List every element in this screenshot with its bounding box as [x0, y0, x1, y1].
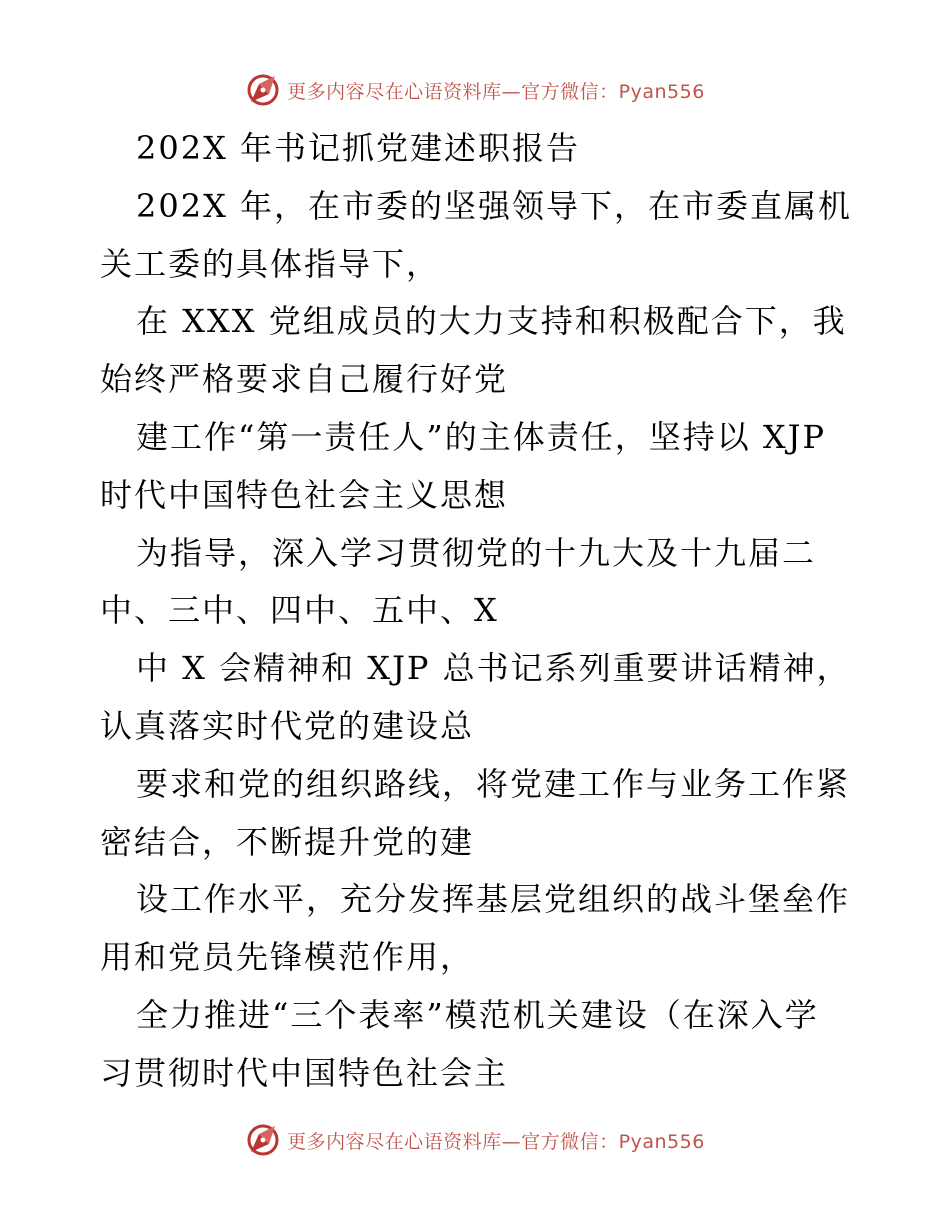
- paragraph-line: 关工委的具体指导下，: [100, 244, 441, 283]
- paragraph-line: 密结合，不断提升党的建: [100, 822, 475, 861]
- paragraph-line: 要求和党的组织路线，将党建工作与业务工作紧: [136, 764, 851, 803]
- pen-nib-logo-icon: [245, 1122, 281, 1158]
- document-title: 202X 年书记抓党建述职报告: [136, 129, 581, 167]
- paragraph-line: 认真落实时代党的建设总: [100, 706, 475, 745]
- paragraph-line: 时代中国特色社会主义思想: [100, 475, 509, 514]
- paragraph-line: 202X 年，在市委的坚强领导下，在市委直属机: [136, 186, 852, 225]
- paragraph-line: 始终严格要求自己履行好党: [100, 360, 509, 399]
- pen-nib-logo-icon: [245, 72, 281, 108]
- paragraph-line: 全力推进“三个表率”模范机关建设（在深入学: [136, 995, 819, 1034]
- paragraph-line: 习贯彻时代中国特色社会主: [100, 1053, 509, 1092]
- footer-banner: [0, 1120, 950, 1160]
- paragraph-line: 在 XXX 党组成员的大力支持和积极配合下，我: [136, 302, 847, 341]
- paragraph-line: 中、三中、四中、五中、X: [100, 591, 499, 630]
- paragraph-line: 用和党员先锋模范作用，: [100, 938, 475, 977]
- footer-banner-text: 更多内容尽在心语资料库—官方微信：Pyan556: [287, 1130, 705, 1153]
- paragraph-line: 设工作水平，充分发挥基层党组织的战斗堡垒作: [136, 880, 851, 919]
- paragraph-line: 为指导，深入学习贯彻党的十九大及十九届二: [136, 533, 817, 572]
- document-body: [100, 120, 852, 1103]
- header-banner: [0, 70, 950, 110]
- paragraph-line: 建工作“第一责任人”的主体责任，坚持以 XJP: [136, 417, 827, 456]
- paragraph-line: 中 X 会精神和 XJP 总书记系列重要讲话精神，: [136, 649, 851, 688]
- header-banner-text: 更多内容尽在心语资料库—官方微信：Pyan556: [287, 80, 705, 103]
